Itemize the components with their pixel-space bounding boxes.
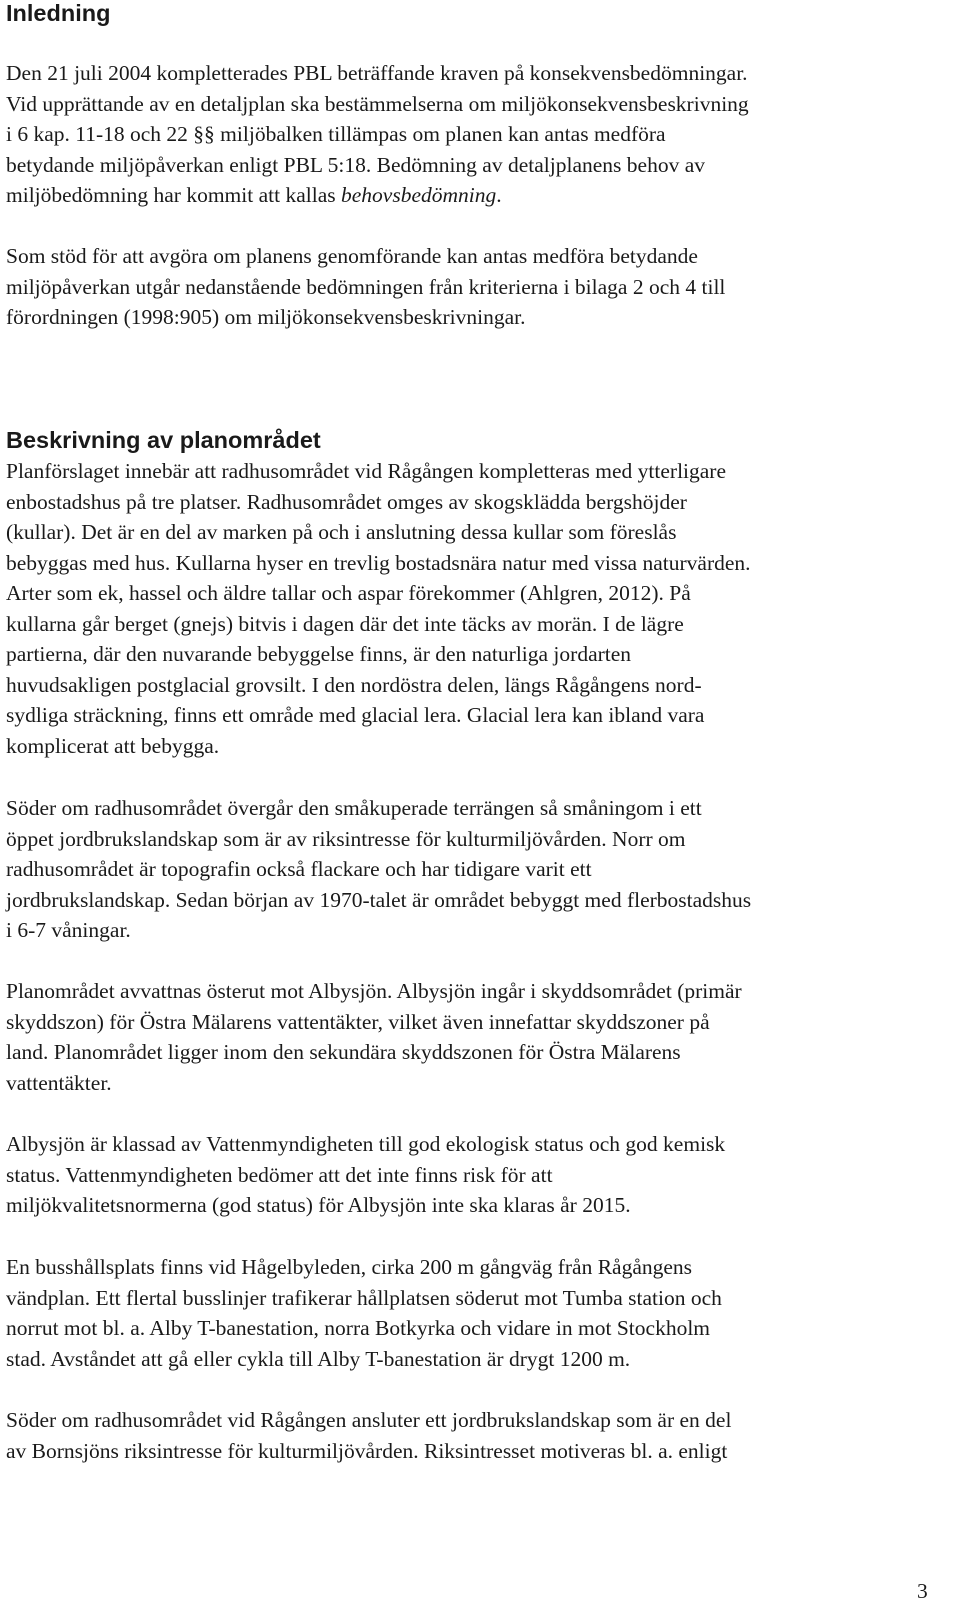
text-line: Den 21 juli 2004 kompletterades PBL beträffande kraven på konsekvensbedömningar. [6,61,748,85]
text-line: huvudsakligen postglacial grovsilt. I den nordöstra delen, längs Rågångens nord- [6,672,702,697]
paragraph-plan-description [6,456,751,761]
text-line: i 6-7 våningar. [6,918,131,942]
text-line: Söder om radhusområdet övergår den småkuperade terrängen så småningom i ett [6,796,702,820]
heading-beskrivning: Beskrivning av planområdet [6,427,321,453]
text-line: Planförslaget innebär att radhusområdet vid Rågången kompletteras med ytterligare [6,459,727,483]
text-line: vattentäkter. [6,1070,112,1095]
text-fragment: miljöbedömning har kommit att kallas [6,183,341,207]
text-line: i 6 kap. 11-18 och 22 §§ miljöbalken tillämpas om planen kan antas medföra [6,122,666,146]
text-line: (kullar). Det är en del av marken på och i anslutning dessa kullar som föreslås [6,520,677,544]
text-line: sydliga sträckning, finns ett område med glacial lera. Glacial lera kan ibland vara [6,703,705,727]
text-line: jordbrukslandskap. Sedan början av 1970-talet är området bebyggt med flerbostadshus [6,887,752,912]
page-number: 3 [917,1579,928,1603]
paragraph-surroundings [6,793,751,946]
text-line: Arter som ek, hassel och äldre tallar och aspar förekommer (Ahlgren, 2012). På [6,581,691,605]
text-line: norrut mot bl. a. Alby T-banestation, norra Botkyrka och vidare in mot Stockholm [6,1316,711,1340]
text-line: status. Vattenmyndigheten bedömer att det inte finns risk för att [6,1162,553,1187]
paragraph-pbl-amendment [6,58,749,211]
text-line: Vid upprättande av en detaljplan ska bestämmelserna om miljökonsekvensbeskrivning [6,91,749,116]
paragraph-water-status [6,1129,725,1221]
text-line: Planområdet avvattnas österut mot Albysjön. Albysjön ingår i skyddsområdet (primär [6,979,742,1003]
term-behovsbedomning: behovsbedömning [341,183,497,207]
text-line: land. Planområdet ligger inom den sekundära skyddszonen för Östra Mälarens [6,1040,681,1064]
text-line: av Bornsjöns riksintresse för kulturmiljövården. Riksintresset motiveras bl. a. enligt [6,1438,728,1463]
text-line: bebyggas med hus. Kullarna hyser en trevlig bostadsnära natur med vissa naturvärden. [6,550,751,575]
text-line [6,180,749,211]
heading-inledning: Inledning [6,0,111,26]
text-line: vändplan. Ett flertal busslinjer trafikerar hållplatsen söderut mot Tumba station och [6,1285,722,1310]
text-line: stad. Avståndet att gå eller cykla till Alby T-banestation är drygt 1200 m. [6,1346,631,1371]
text-line: Som stöd för att avgöra om planens genomförande kan antas medföra betydande [6,244,698,268]
text-line: öppet jordbrukslandskap som är av riksintresse för kulturmiljövården. Norr om [6,826,686,851]
text-line: partierna, där den nuvarande bebyggelse finns, är den naturliga jordarten [6,642,632,666]
text-line: betydande miljöpåverkan enligt PBL 5:18. Bedömning av detaljplanens behov av [6,152,705,177]
text-line: Albysjön är klassad av Vattenmyndigheten till god ekologisk status och god kemisk [6,1132,726,1156]
text-line: komplicerat att bebygga. [6,733,220,758]
paragraph-assessment-basis [6,241,725,333]
paragraph-cultural-heritage [6,1405,731,1466]
text-line: miljökvalitetsnormerna (god status) för Albysjön inte ska klaras år 2015. [6,1193,631,1217]
text-line: kullarna går berget (gnejs) bitvis i dagen där det inte täcks av morän. I de lägre [6,611,684,636]
text-line: skyddszon) för Östra Mälarens vattentäkter, vilket även innefattar skyddszoner på [6,1009,710,1034]
text-fragment: . [496,183,502,207]
text-line: enbostadshus på tre platser. Radhusområdet omges av skogsklädda bergshöjder [6,489,687,514]
paragraph-drainage [6,976,742,1098]
paragraph-public-transport [6,1252,722,1374]
text-line: Söder om radhusområdet vid Rågången ansluter ett jordbrukslandskap som är en del [6,1408,732,1432]
text-line: miljöpåverkan utgår nedanstående bedömningen från kriterierna i bilaga 2 och 4 till [6,274,726,299]
text-line: förordningen (1998:905) om miljökonsekvensbeskrivningar. [6,305,526,329]
text-line: En busshållsplats finns vid Hågelbyleden, cirka 200 m gångväg från Rågångens [6,1255,693,1279]
text-line: radhusområdet är topografin också flackare och har tidigare varit ett [6,857,592,881]
